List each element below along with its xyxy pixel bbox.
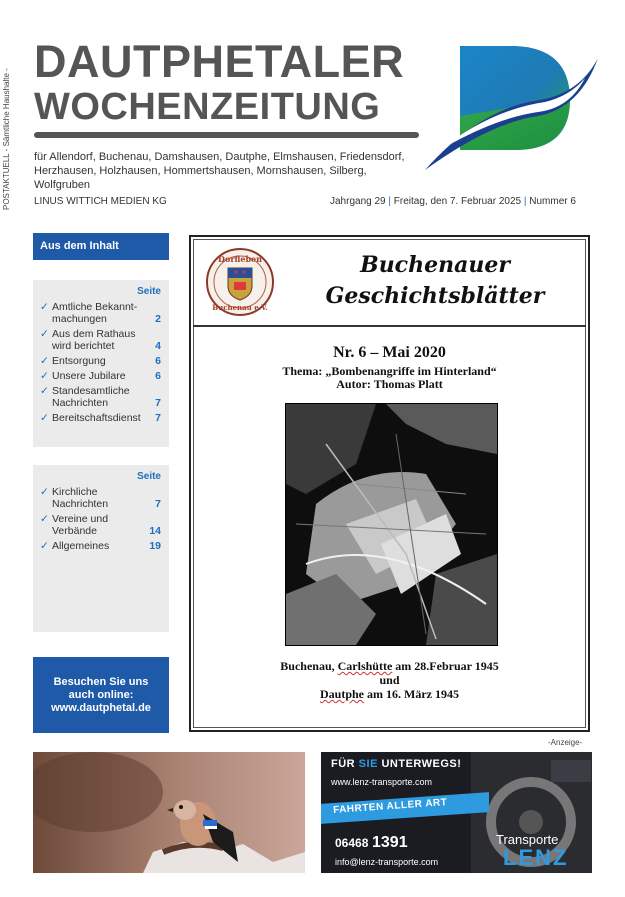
- page-column-label: Seite: [137, 286, 161, 297]
- ad-headline-pre: FÜR: [331, 758, 359, 770]
- online-url[interactable]: www.dautphetal.de: [51, 701, 151, 714]
- toc-item-page: 14: [149, 525, 161, 537]
- toc-item[interactable]: [40, 540, 161, 552]
- toc-item-page: 6: [155, 370, 161, 382]
- ad-headline: [331, 758, 461, 770]
- check-icon: ✓: [40, 412, 49, 424]
- check-icon: ✓: [40, 355, 49, 367]
- toc-item[interactable]: [40, 385, 161, 409]
- ad-label: -Anzeige-: [548, 738, 583, 747]
- ad-phone[interactable]: [335, 834, 408, 852]
- ad-phone-main: 1391: [372, 834, 408, 851]
- check-icon: ✓: [40, 370, 49, 382]
- online-line1: Besuchen Sie uns: [53, 675, 149, 688]
- toc-item-label: Standesamtliche Nachrichten: [52, 385, 130, 409]
- issue-date: Freitag, den 7. Februar 2025: [393, 196, 522, 207]
- ad-headline-sie: SIE: [358, 758, 378, 770]
- toc-item-page: 2: [155, 313, 161, 325]
- toc-item-page: 19: [149, 540, 161, 552]
- publisher: LINUS WITTICH MEDIEN KG: [34, 196, 167, 207]
- ad-banner-text: FAHRTEN ALLER ART: [332, 797, 448, 816]
- seal-bottom-text: Buchenau e.V.: [212, 303, 268, 312]
- toc-item-label: Bereitschaftsdienst: [52, 412, 141, 424]
- feature-author: Autor: Thomas Platt: [336, 377, 443, 391]
- toc-item-page: 4: [155, 340, 161, 352]
- photo-caption-line1: [193, 659, 586, 674]
- ad-website[interactable]: www.lenz-transporte.com: [331, 777, 433, 787]
- toc-item[interactable]: [40, 486, 161, 510]
- toc-item-label: Aus dem Rathaus wird berichtet: [52, 328, 136, 352]
- check-icon: ✓: [40, 301, 49, 313]
- toc-item-label: Kirchliche Nachrichten: [52, 486, 109, 510]
- check-icon: ✓: [40, 486, 49, 498]
- separator: |: [388, 196, 391, 207]
- photo-caption-and: und: [379, 673, 400, 687]
- lenz-transport-ad[interactable]: [321, 752, 592, 873]
- toc-item-page: 7: [155, 397, 161, 409]
- issue-info: [330, 196, 576, 207]
- feature-header-divider: [193, 325, 586, 327]
- toc-item-page: 6: [155, 355, 161, 367]
- toc-item-label: Vereine und Verbände: [52, 513, 109, 537]
- toc-item-label: Amtliche Bekannt-machungen: [52, 301, 138, 325]
- aerial-photo: [285, 403, 498, 646]
- separator: |: [523, 196, 527, 207]
- contents-heading: Aus dem Inhalt: [33, 233, 169, 260]
- feature-title-line2: Geschichtsblätter: [325, 283, 545, 309]
- issue-volume: Jahrgang 29: [330, 196, 386, 207]
- online-link-box[interactable]: [33, 657, 169, 733]
- check-icon: ✓: [40, 540, 49, 552]
- toc-item-label: Unsere Jubilare: [52, 370, 126, 382]
- ad-email[interactable]: info@lenz-transporte.com: [335, 857, 439, 867]
- online-line2: auch online:: [68, 688, 134, 701]
- seal-top-text: Dorfleben: [218, 254, 262, 264]
- toc-item[interactable]: [40, 412, 161, 424]
- feature-title: [285, 250, 585, 312]
- caption-place-carlshuette: Carlshütte: [337, 659, 393, 673]
- photo-caption-line2: [193, 687, 586, 702]
- feature-title-line1: Buchenauer: [360, 252, 510, 278]
- newspaper-logo: [420, 38, 600, 178]
- side-text: POSTAKTUELL - Sämtliche Haushalte -: [2, 68, 11, 210]
- jay-bird-photo: [33, 752, 305, 873]
- masthead-rule: [34, 132, 419, 138]
- toc-item[interactable]: [40, 370, 161, 382]
- check-icon: ✓: [40, 328, 49, 340]
- check-icon: ✓: [40, 385, 49, 397]
- ad-headline-post: UNTERWEGS!: [377, 758, 462, 770]
- toc-item-label: Allgemeines: [52, 540, 110, 552]
- feature-issue-number: Nr. 6 – Mai 2020: [333, 344, 446, 361]
- ad-brand-line1: Transporte: [496, 832, 559, 847]
- toc-item[interactable]: [40, 328, 161, 352]
- caption-place-dautphe: Dautphe: [320, 687, 365, 701]
- toc-item[interactable]: [40, 513, 161, 537]
- toc-item-page: 7: [155, 498, 161, 510]
- ad-phone-prefix: 06468: [335, 836, 369, 850]
- page-column-label: Seite: [137, 471, 161, 482]
- caption-part: am 16. März 1945: [364, 687, 459, 701]
- check-icon: ✓: [40, 513, 49, 525]
- ad-brand-line2: LENZ: [503, 845, 569, 870]
- towns-list: für Allendorf, Buchenau, Damshausen, Dautphe, Elmshausen, Friedensdorf, Herzhausen, Holzhausen, Hommertshausen, Mornshausen, Silberg, Wolfgruben: [34, 151, 405, 191]
- toc-item-label: Entsorgung: [52, 355, 106, 367]
- contents-box-2: [33, 465, 169, 632]
- issue-number: Nummer 6: [529, 196, 576, 207]
- dorfleben-seal: [204, 248, 276, 316]
- caption-part: Buchenau,: [280, 659, 338, 673]
- toc-item[interactable]: [40, 301, 161, 325]
- contents-box-1: [33, 280, 169, 447]
- toc-item[interactable]: [40, 355, 161, 367]
- feature-theme: Thema: „Bombenangriffe im Hinterland“: [282, 364, 497, 378]
- caption-part: am 28.Februar 1945: [392, 659, 499, 673]
- masthead-line2: WOCHENZEITUNG: [34, 86, 381, 128]
- masthead-line1: DAUTPHETALER: [34, 36, 405, 87]
- toc-item-page: 7: [155, 412, 161, 424]
